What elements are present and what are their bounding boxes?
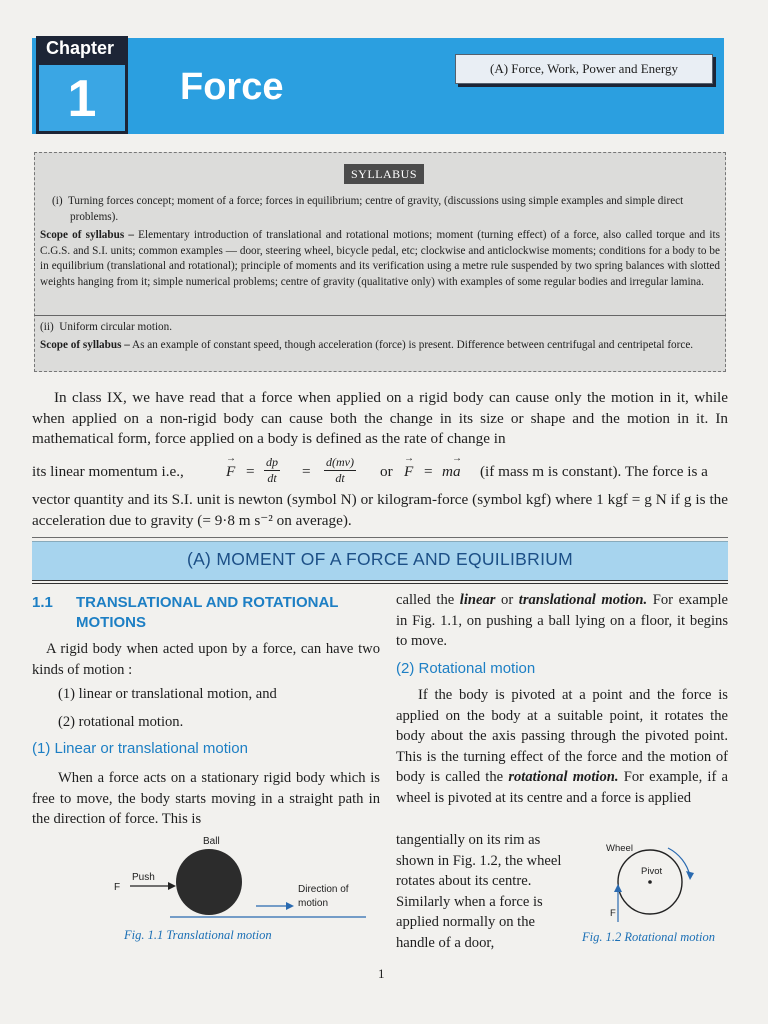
- syllabus-part-1-label: (i): [52, 195, 63, 207]
- chapter-label: Chapter: [46, 38, 115, 58]
- divider-line: [32, 537, 728, 538]
- push-arrow-icon: [168, 882, 176, 890]
- right-paragraph-2-text: If the body is pivoted at a point and the force is applied on the body at a suitable point, it rotates the body about the axis passing through the pivoted point. This is the turning effect of the force and the motion of body is called the: [396, 687, 728, 785]
- chapter-header-band: [32, 38, 724, 134]
- motion-list-item-1: (1) linear or translational motion, and: [58, 686, 277, 702]
- right-paragraph-2: [396, 685, 728, 808]
- formula-force-symbol: F: [226, 463, 236, 480]
- syllabus-heading: SYLLABUS: [344, 164, 424, 184]
- syllabus-scope-1-label: Scope of syllabus –: [40, 229, 134, 241]
- right-paragraph-1-rest: For example in Fig. 1.1, on pushing a ball lying on a floor, it begins to move.: [396, 592, 729, 649]
- right-paragraph-1-or: or: [501, 592, 514, 608]
- left-paragraph-2: When a force acts on a stationary rigid body which is free to move, the body starts moving in a straight path in the direction of force. This is: [32, 770, 380, 827]
- syllabus-part-1-lead: Turning forces concept;: [67, 195, 175, 207]
- direction-arrow-icon: [286, 902, 294, 910]
- figure-1-2-caption: Fig. 1.2 Rotational motion: [582, 930, 715, 944]
- fraction-denominator: dt: [335, 471, 345, 485]
- chapter-title: Force: [180, 66, 284, 108]
- heading-rotational-motion: (2) Rotational motion: [396, 660, 536, 677]
- heading-linear-motion: (1) Linear or translational motion: [32, 740, 248, 757]
- figure-1-1-caption: Fig. 1.1 Translational motion: [124, 928, 272, 942]
- syllabus-part-2-label: (ii): [40, 321, 54, 333]
- syllabus-part-2: [40, 320, 720, 336]
- chapter-number: 1: [67, 70, 97, 128]
- fraction-dmv-dt: [324, 455, 356, 486]
- formula-ma: ma: [442, 463, 461, 480]
- figure-1-2-wheel-label: Wheel: [606, 843, 633, 854]
- heading-1-1-line-2: MOTIONS: [76, 614, 146, 631]
- right-paragraph-1-emphasis-1: linear: [459, 592, 496, 608]
- force-arrow-icon: [614, 884, 622, 892]
- fraction-denominator: dt: [267, 471, 277, 485]
- formula-equals-2: =: [302, 463, 311, 480]
- ball-shape: [176, 849, 242, 915]
- vector-arrow-icon: →: [226, 453, 236, 464]
- figure-1-1-force-label: F: [114, 882, 121, 893]
- heading-1-1-line-1: TRANSLATIONAL AND ROTATIONAL: [76, 594, 339, 611]
- right-paragraph-1: [396, 590, 728, 652]
- right-paragraph-1-lead: called the: [396, 592, 455, 608]
- motion-list-item-2: (2) rotational motion.: [58, 714, 184, 730]
- page-number: 1: [378, 966, 385, 981]
- figure-1-1-direction-label-1: Direction of: [298, 884, 349, 895]
- figure-1-1-direction-label-2: motion: [298, 898, 329, 909]
- right-paragraph-1-emphasis-2: translational motion.: [518, 592, 648, 608]
- figure-1-2-force-label: F: [610, 908, 616, 919]
- divider-line: [32, 583, 728, 584]
- syllabus-part-2-text: Uniform circular motion.: [59, 321, 173, 333]
- syllabus-scope-1-text: Elementary introduction of translational and rotational motions; moment (turning effect) of a force, also called torque and its C.G.S. and S.I. units; common examples — door, steering wheel, bicycle pedal, etc; clockwise and anticlockwise moments; conditions for a body to be in equilibrium (translational and rotational); principle of moments and its verification using a metre rule suspended by two spring balances with slotted weights hanging from it; simple numerical problems; centre of gravity (qualitative only) with examples of some regular bodies and irregular lamina.: [40, 229, 720, 288]
- right-paragraph-3: tangentially on its rim as shown in Fig. 1.2, the wheel rotates about its centre. Similarly when a force is applied normally on the handle of a door,: [396, 832, 562, 951]
- left-paragraph-1: A rigid body when acted upon by a force, can have two kinds of motion :: [32, 641, 380, 678]
- pivot-point: [648, 880, 652, 884]
- formula-suffix: (if mass m is constant). The force is a: [480, 463, 708, 480]
- intro-paragraph-1: In class IX, we have read that a force when applied on a rigid body can cause only the motion in it, while when applied on a non-rigid body can cause both the change in its size or shape and the motion in it. In mathematical form, force applied on a body is defined as the rate of change in: [32, 389, 728, 447]
- figure-1-2-pivot-label: Pivot: [641, 866, 663, 877]
- formula-equals-3: =: [424, 463, 433, 480]
- formula-force-symbol-2: F: [404, 463, 414, 480]
- rotation-arrow-icon: [686, 871, 694, 880]
- heading-1-1-number: 1.1: [32, 594, 53, 611]
- fraction-dp-dt: [264, 455, 280, 486]
- syllabus-scope-2-label: Scope of syllabus –: [40, 339, 130, 351]
- right-paragraph-2-rest: For example, if a wheel is pivoted at its centre and a force is applied: [396, 769, 728, 806]
- intro-paragraph-2: vector quantity and its S.I. unit is newton (symbol N) or kilogram-force (symbol kgf) where 1 kgf = g N if g is the acceleration due to gravity (= 9·8 m s⁻² on average).: [32, 491, 728, 529]
- fraction-numerator: d(mv): [326, 455, 354, 469]
- formula-equals-1: =: [246, 463, 255, 480]
- syllabus-scope-2: [40, 338, 720, 354]
- formula-or: or: [380, 463, 393, 480]
- vector-arrow-icon: →: [452, 453, 462, 464]
- syllabus-divider: [34, 315, 726, 316]
- figure-1-1-ball-label: Ball: [203, 836, 220, 847]
- syllabus-part-1: [40, 194, 720, 225]
- fraction-numerator: dp: [266, 455, 278, 469]
- syllabus-scope-2-text: As an example of constant speed, though acceleration (force) is present. Difference between centrifugal and centripetal force.: [132, 339, 694, 351]
- section-a-title: (A) MOMENT OF A FORCE AND EQUILIBRIUM: [186, 549, 574, 569]
- force-formula-line: [32, 455, 728, 491]
- right-paragraph-2-emphasis: rotational motion.: [508, 769, 619, 785]
- vector-arrow-icon: →: [404, 453, 414, 464]
- section-tag: (A) Force, Work, Power and Energy: [455, 54, 713, 84]
- syllabus-part-1-text: moment of a force; forces in equilibrium; centre of gravity, (discussions using simple examples and simple direct problems).: [70, 195, 684, 223]
- syllabus-scope-1: [40, 228, 720, 290]
- formula-prefix: its linear momentum i.e.,: [32, 463, 184, 480]
- figure-1-1-push-label: Push: [132, 872, 155, 883]
